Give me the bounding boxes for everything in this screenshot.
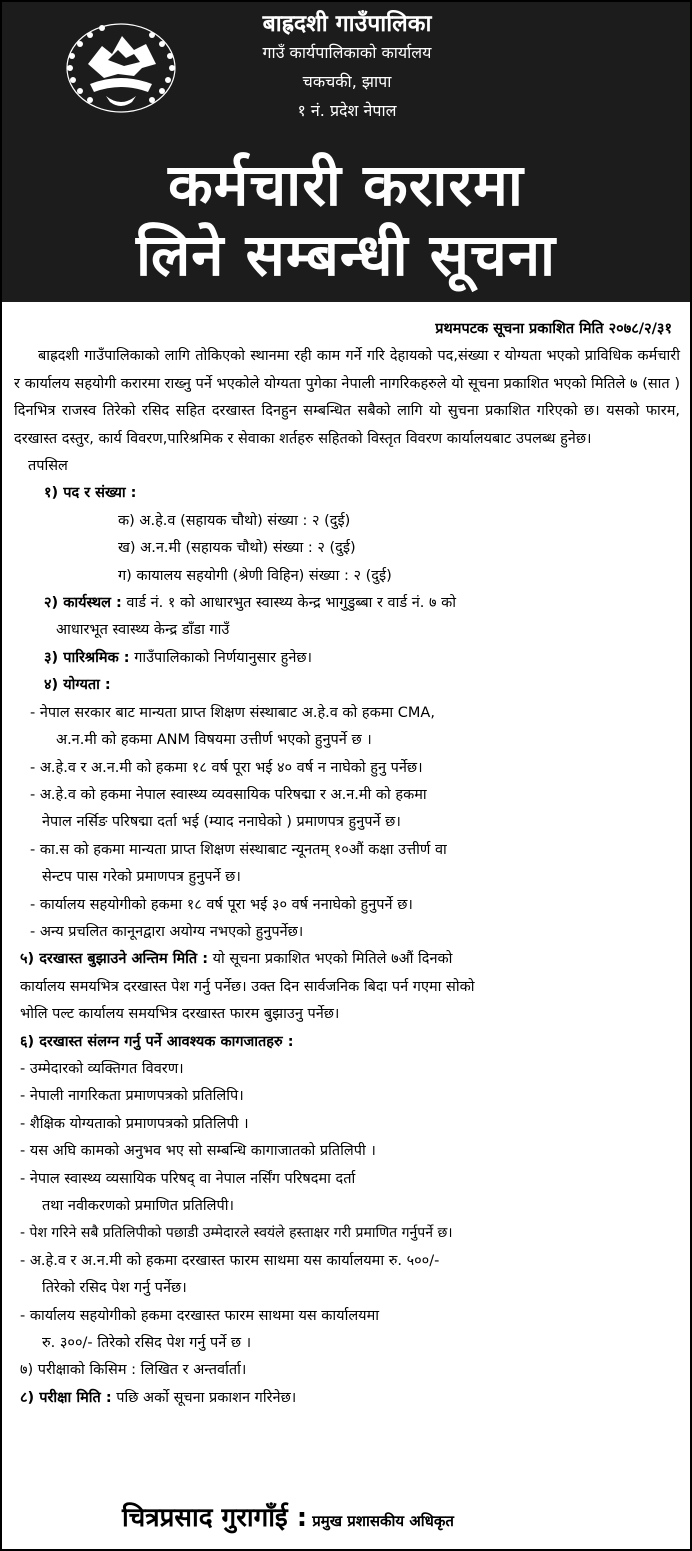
qualification-6: - अन्य प्रचलित कानूनद्वारा अयोग्य नभएको हुनुपर्नेछ। bbox=[30, 923, 304, 940]
section-8-text: पछि अर्को सूचना प्रकाशन गरिनेछ। bbox=[116, 1389, 297, 1406]
notice-body bbox=[14, 316, 680, 1412]
office-province: १ नं. प्रदेश नेपाल bbox=[297, 101, 397, 120]
signatory-role: प्रमुख प्रशासकीय अधिकृत bbox=[312, 1512, 454, 1530]
office-block bbox=[182, 10, 512, 125]
document-1: - उम्मेदारको व्यक्तिगत विवरण। bbox=[20, 1060, 184, 1077]
qualification-2: - अ.हे.व र अ.न.मी को हकमा १८ वर्ष पूरा भई ४० वर्ष न नाघेको हुनु पर्नेछ। bbox=[30, 759, 423, 776]
document-5: - नेपाल स्वास्थ्य व्यसायिक परिषद् वा नेपाल नर्सिंग परिषदमा दर्ता bbox=[20, 1170, 356, 1187]
section-5-text-2: कार्यालय समयभित्र दरखास्त पेश गर्नु पर्नेछ। उक्त दिन सार्वजनिक बिदा पर्न गएमा सोको bbox=[20, 978, 475, 995]
signatory-name: चित्रप्रसाद गुरागाँई : bbox=[122, 1503, 308, 1533]
qualification-4: - का.स को हकमा मान्यता प्राप्त शिक्षण संस्थाबाट न्यूनतम् १०औं कक्षा उत्तीर्ण वा bbox=[30, 841, 447, 858]
document-7-cont: तिरेको रसिद पेश गर्नु पर्नेछ। bbox=[42, 1280, 187, 1297]
section-3 bbox=[14, 645, 680, 672]
notice-headline bbox=[2, 150, 690, 290]
headline-line-2: लिने सम्बन्धी सूचना bbox=[135, 221, 557, 289]
qualification-5: - कार्यालय सहयोगीको हकमा १८ वर्ष पूरा भई ३० वर्ष ननाघेको हुनुपर्ने छ। bbox=[30, 896, 413, 913]
headline-line-1: कर्मचारी करारमा bbox=[168, 151, 524, 219]
section-2-text-cont: आधारभूत स्वास्थ्य केन्द्र डाँडा गाउँ bbox=[56, 622, 230, 639]
qualification-3-cont: नेपाल नर्सिङ परिषद्मा दर्ता भई (म्याद ननाघेको ) प्रमाणपत्र हुनुपर्ने छ। bbox=[42, 814, 401, 831]
document-3: - शैक्षिक योग्यताको प्रमाणपत्रको प्रतिलिपी । bbox=[20, 1115, 249, 1132]
nepal-emblem-icon bbox=[60, 16, 182, 118]
section-8-label: ८) परीक्षा मिति : bbox=[20, 1389, 112, 1406]
qualification-4-cont: सेन्टप पास गरेको प्रमाणपत्र हुनुपर्ने छ। bbox=[42, 869, 241, 886]
intro-paragraph: बाह्रदशी गाउँपालिकाको लागि तोकिएको स्थानमा रही काम गर्ने गरि देहायको पद,संख्या र योग्यता भएको प्राविधिक कर्मचारी र कार्यालय सहयोगी करारमा राख्नु पर्ने भएकोले योग्यता पुगेका नेपाली नागरिकहरुले यो सूचना प्रकाशित भएको मितिले ७ (सात ) दिनभित्र राजस्व तिरेको रसिद सहित दरखास्त दिनहुन सम्बन्धित सबैको लागि यो सुचना प्रकाशित गरिएको छ। यसको फारम, दरखास्त दस्तुर, कार्य विवरण,पारिश्रमिक र सेवाका शर्तहरु सहितको विस्तृत विवरण कार्यालयबाट उपलब्ध हुनेछ। bbox=[14, 348, 680, 447]
notice-header bbox=[2, 2, 690, 302]
document-8: - कार्यालय सहयोगीको हकमा दरखास्त फारम साथमा यस कार्यालयमा bbox=[20, 1307, 380, 1324]
document-5-cont: तथा नवीकरणको प्रमाणित प्रतिलिपी। bbox=[42, 1198, 234, 1214]
signature-block bbox=[122, 1498, 682, 1534]
post-item-a: क) अ.हे.व (सहायक चौथो) संख्या : २ (दुई) bbox=[118, 512, 351, 529]
document-2: - नेपाली नागरिकता प्रमाणपत्रको प्रतिलिपि। bbox=[20, 1088, 244, 1105]
qualification-1-cont: अ.न.मी को हकमा ANM विषयमा उत्तीर्ण भएको हुनुपर्ने छ । bbox=[56, 732, 372, 749]
post-item-c: ग) कायालय सहयोगी (श्रेणी विहिन) संख्या : २ (दुई) bbox=[118, 567, 392, 584]
section-3-text: गाउँपालिकाको निर्णयानुसार हुनेछ। bbox=[134, 649, 313, 666]
section-5-text: यो सूचना प्रकाशित भएको मितिले ७औं दिनको bbox=[212, 951, 453, 968]
section-2 bbox=[14, 590, 680, 617]
tapsil-label: तपसिल bbox=[28, 458, 68, 475]
post-item-b: ख) अ.न.मी (सहायक चौथो) संख्या : २ (दुई) bbox=[118, 540, 356, 557]
office-subtitle: गाउँ कार्यपालिकाको कार्यालय bbox=[262, 43, 432, 62]
document-4: - यस अघि कामको अनुभव भए सो सम्बन्धि कागाजातको प्रतिलिपी । bbox=[20, 1143, 376, 1160]
qualification-3: - अ.हे.व को हकमा नेपाल स्वास्थ्य व्यवसायिक परिषद्मा र अ.न.मी को हकमा bbox=[30, 786, 427, 803]
publish-date: प्रथमपटक सूचना प्रकाशित मिति २०७८/२/३१ bbox=[435, 321, 672, 337]
document-6: - पेश गरिने सबै प्रतिलिपीको पछाडी उम्मेदारले स्वयंले हस्ताक्षर गरी प्रमाणित गर्नुपर्ने छ। bbox=[20, 1225, 453, 1242]
document-8-cont: रु. ३००/- तिरेको रसिद पेश गर्नु पर्ने छ । bbox=[42, 1335, 252, 1352]
section-7: ७) परीक्षाको किसिम : लिखित र अन्तर्वार्ता। bbox=[20, 1362, 247, 1379]
qualification-1: - नेपाल सरकार बाट मान्यता प्राप्त शिक्षण संस्थाबाट अ.हे.व को हकमा CMA, bbox=[30, 704, 435, 721]
office-name: बाह्रदशी गाउँपालिका bbox=[262, 11, 432, 37]
section-2-text: वार्ड नं. १ को आधारभुत स्वास्थ्य केन्द्र भागुडुब्बा र वार्ड नं. ७ को bbox=[126, 595, 457, 612]
section-4-title: ४) योग्यता : bbox=[44, 677, 111, 694]
section-8 bbox=[14, 1385, 680, 1412]
section-6-title: ६) दरखास्त संलग्न गर्नु पर्ने आवश्यक कागजातहरु : bbox=[20, 1033, 294, 1050]
section-3-label: ३) पारिश्रमिक : bbox=[44, 649, 130, 666]
section-5-text-3: भोलि पल्ट कार्यालय समयभित्र दरखास्त फारम बुझाउनु पर्नेछ। bbox=[20, 1006, 340, 1023]
document-7: - अ.हे.व र अ.न.मी को हकमा दरखास्त फारम साथमा यस कार्यालयमा रु. ५००/- bbox=[20, 1252, 440, 1269]
office-address: चकचकी, झापा bbox=[302, 72, 392, 91]
section-2-label: २) कार्यस्थल : bbox=[44, 595, 122, 612]
section-5-label: ५) दरखास्त बुझाउने अन्तिम मिति : bbox=[20, 951, 209, 968]
section-5 bbox=[14, 946, 680, 973]
section-1-title: १) पद र संख्या : bbox=[44, 485, 137, 502]
